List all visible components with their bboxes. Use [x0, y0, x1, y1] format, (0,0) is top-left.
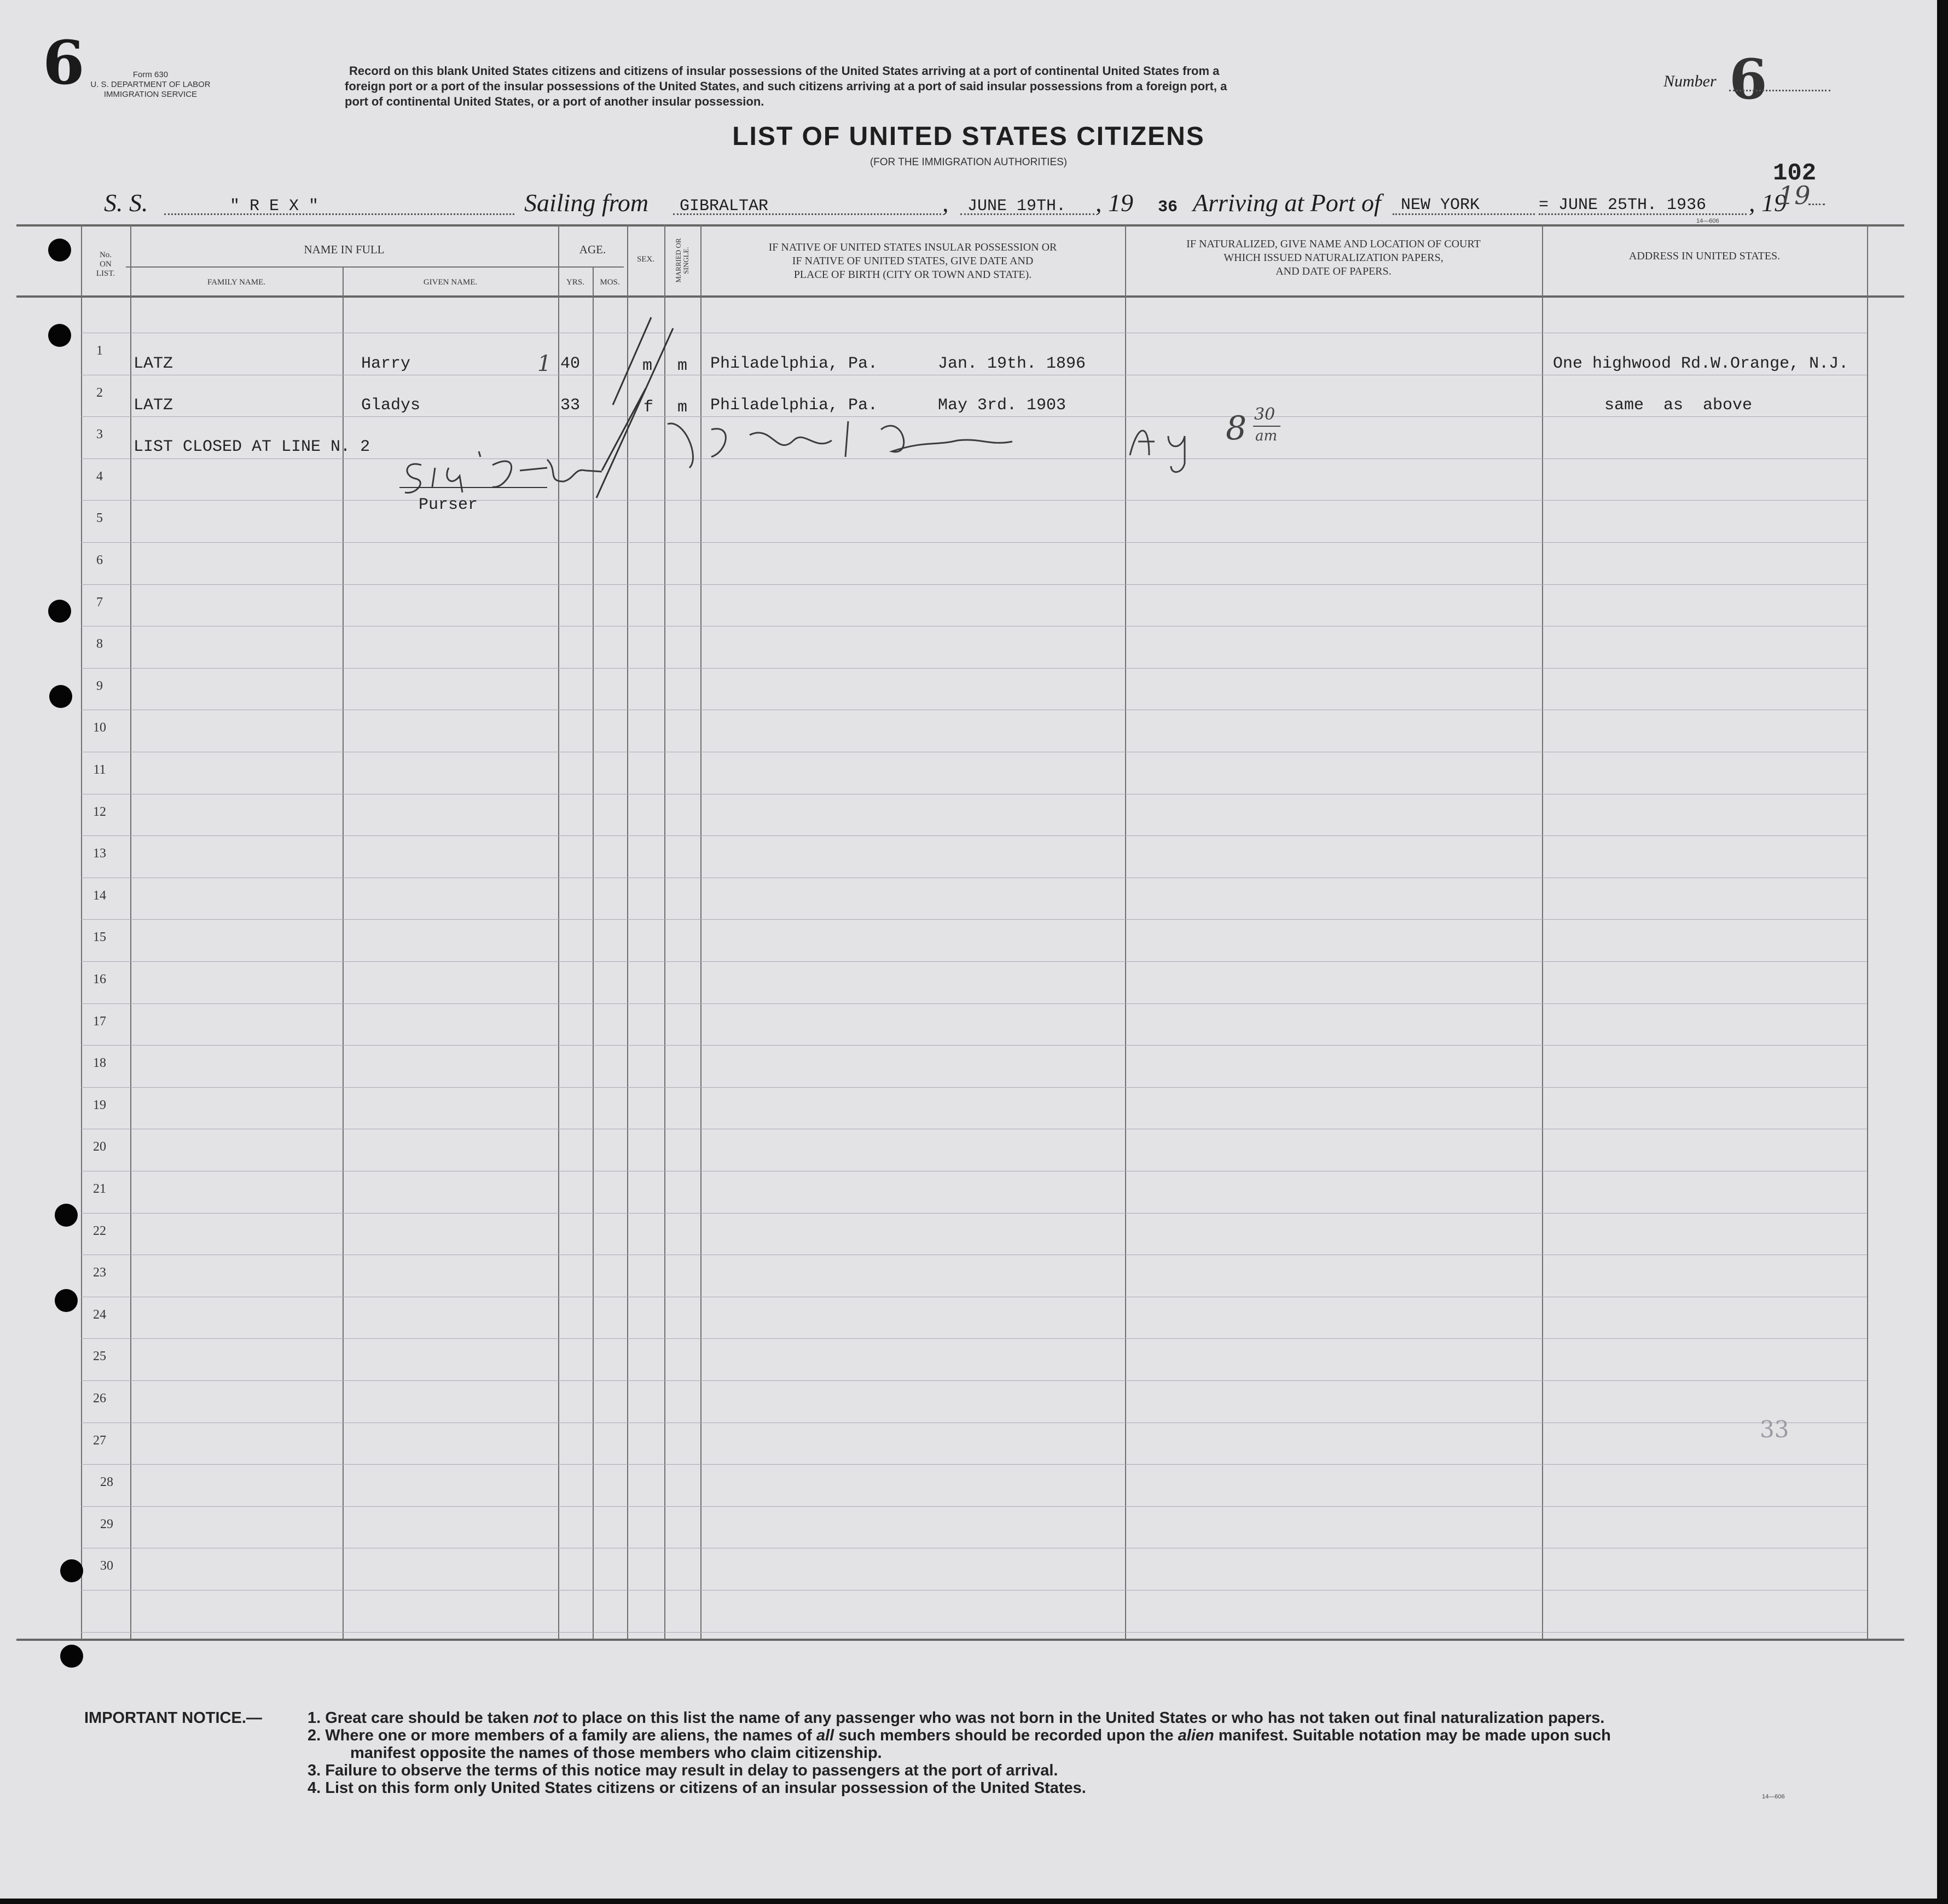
intro-line-1: Record on this blank United States citizens and citizens of insular possessions of the United States arriving at a port of continental United States from a	[349, 64, 1220, 78]
table-top-rule	[16, 224, 1904, 227]
corner-number: 6	[43, 27, 85, 98]
handwritten-date-mark	[1116, 411, 1204, 483]
row-number: 24	[93, 1307, 106, 1322]
header-bottom-rule	[16, 295, 1904, 298]
ruled-line	[81, 1506, 1867, 1507]
ruled-line	[81, 835, 1867, 836]
punch-hole	[55, 1204, 78, 1227]
row-1-yrs: 40	[560, 355, 581, 373]
row-number: 16	[93, 972, 106, 986]
row-number: 21	[93, 1182, 106, 1196]
row-2-address: same as above	[1604, 396, 1753, 415]
ruled-line	[81, 1213, 1867, 1214]
year-prefix: , 19	[1095, 189, 1133, 217]
inspector-signature	[651, 408, 1078, 479]
row-2-birthplace: Philadelphia, Pa.	[710, 396, 878, 415]
number-value: 6	[1729, 47, 1767, 112]
row-number: 19	[93, 1098, 106, 1112]
row-1-mark: 1	[537, 351, 552, 376]
ss-label: S. S.	[104, 189, 148, 217]
row-number: 2	[96, 385, 103, 400]
notice-item-2: 2. Where one or more members of a family are aliens, the names of all such members should be recorded upon the alien manifest. Suitable notation may be made upon such	[308, 1727, 1611, 1744]
punch-hole	[49, 685, 72, 708]
ruled-line	[81, 584, 1867, 585]
punch-hole	[48, 600, 71, 623]
page-title: LIST OF UNITED STATES CITIZENS	[732, 122, 1205, 151]
arrival-port: NEW YORK	[1401, 196, 1480, 214]
ruled-line	[81, 1338, 1867, 1339]
arriving-label: Arriving at Port of	[1193, 189, 1381, 217]
header-family-name: FAMILY NAME.	[207, 278, 265, 287]
row-number: 28	[100, 1475, 113, 1490]
comma-1: ,	[942, 189, 949, 217]
row-number: 9	[96, 678, 103, 693]
printer-mark: 14—606	[1696, 218, 1719, 224]
ruled-line	[81, 668, 1867, 669]
header-mos: MOS.	[600, 278, 620, 287]
header-no-on-list: No. ON LIST.	[96, 251, 115, 278]
list-closed-note: LIST CLOSED AT LINE N. 2	[134, 438, 370, 456]
notice-item-1: 1. Great care should be taken not to place on this list the name of any passenger who was not born in the United States or who has not taken out final naturalization papers.	[308, 1709, 1605, 1727]
row-2-family: LATZ	[134, 396, 173, 415]
ruled-line	[81, 1087, 1867, 1088]
header-sex: SEX.	[636, 255, 655, 264]
row-number: 3	[96, 427, 103, 442]
row-number: 5	[96, 511, 103, 526]
intro-text	[345, 63, 1587, 109]
ruled-line	[81, 500, 1867, 501]
ruled-line	[81, 1464, 1867, 1465]
notice-code: 14—606	[1762, 1793, 1785, 1800]
row-2-yrs: 33	[560, 396, 581, 415]
form-service: IMMIGRATION SERVICE	[103, 90, 198, 99]
sailing-date: JUNE 19TH.	[967, 197, 1066, 216]
table-bottom-rule	[16, 1639, 1904, 1641]
notice-item-4: 4. List on this form only United States citizens or citizens of an insular possession of the United States.	[308, 1779, 1086, 1797]
notice-item-3: 3. Failure to observe the terms of this notice may result in delay to passengers at the port of arrival.	[308, 1762, 1058, 1779]
row-number: 25	[93, 1349, 106, 1364]
form-department: U. S. DEPARTMENT OF LABOR	[90, 80, 211, 89]
header-married: MARRIED OR SINGLE.	[674, 238, 690, 283]
form-number: Form 630	[132, 70, 169, 79]
header-birth: IF NATIVE OF UNITED STATES INSULAR POSSESSION OR IF NATIVE OF UNITED STATES, GIVE DATE AND PLACE OF BIRTH (CITY OR TOWN AND STATE).	[768, 241, 1057, 281]
ruled-line	[81, 1045, 1867, 1046]
punch-hole	[55, 1289, 78, 1312]
row-number: 27	[93, 1433, 106, 1448]
row-number: 11	[93, 763, 106, 777]
handwritten-note	[1116, 432, 1118, 433]
handwritten-eight: 8	[1226, 409, 1247, 448]
header-age: AGE.	[579, 243, 606, 256]
handwritten-time-top: 30	[1254, 405, 1276, 424]
ship-name: " R E X "	[230, 197, 319, 216]
arrival-date: = JUNE 25TH. 1936	[1539, 196, 1707, 214]
page-ref-top: 102	[1773, 160, 1817, 187]
handwritten-time-bottom: am	[1255, 428, 1278, 444]
punch-hole	[48, 239, 71, 262]
ruled-line	[81, 961, 1867, 962]
row-number: 23	[93, 1266, 106, 1280]
purser-signature	[383, 438, 635, 498]
row-2-given: Gladys	[361, 396, 421, 415]
punch-hole	[60, 1559, 83, 1582]
ruled-line	[81, 1380, 1867, 1381]
row-number: 17	[93, 1014, 106, 1029]
row-number: 18	[93, 1056, 106, 1071]
intro-line-2: foreign port or a port of the insular possessions of the United States, and such citizens arriving at a port of said insular possessions from a foreign port, a	[345, 79, 1227, 93]
row-1-given: Harry	[361, 355, 411, 373]
row-number: 29	[100, 1517, 113, 1531]
intro-line-3: port of continental United States, or a port of another insular possession.	[345, 95, 764, 108]
row-number: 26	[93, 1391, 106, 1406]
row-2-sex: f	[643, 398, 654, 417]
row-number: 6	[96, 553, 103, 567]
row-1-sex: m	[642, 357, 653, 375]
ruled-line	[81, 542, 1867, 543]
year-suffix: 36	[1158, 198, 1178, 217]
row-number: 14	[93, 888, 106, 903]
row-number: 1	[96, 344, 103, 358]
punch-hole	[48, 324, 71, 347]
notice-heading: IMPORTANT NOTICE.—	[84, 1709, 262, 1727]
header-address: ADDRESS IN UNITED STATES.	[1628, 250, 1781, 262]
ruled-line	[81, 1003, 1867, 1004]
row-1-family: LATZ	[134, 355, 173, 373]
row-number: 15	[93, 930, 106, 945]
year-prefix-2: , 19	[1749, 189, 1787, 217]
row-1-birthdate: Jan. 19th. 1896	[938, 355, 1086, 373]
row-number: 8	[96, 637, 103, 652]
form-block	[82, 70, 219, 100]
ruled-line	[81, 919, 1867, 920]
row-number: 7	[96, 595, 103, 609]
ruled-line	[81, 1632, 1867, 1633]
notice-item-2-cont: manifest opposite the names of those members who claim citizenship.	[350, 1744, 882, 1762]
sailing-port: GIBRALTAR	[680, 197, 769, 216]
row-1-marital: m	[677, 357, 688, 375]
sailing-label: Sailing from	[524, 189, 649, 217]
row-1-birthplace: Philadelphia, Pa.	[710, 355, 878, 373]
page-subtitle: (FOR THE IMMIGRATION AUTHORITIES)	[869, 156, 1068, 168]
punch-hole	[60, 1645, 83, 1668]
stamp-number: 33	[1760, 1416, 1789, 1443]
header-naturalized: IF NATURALIZED, GIVE NAME AND LOCATION OF COURT WHICH ISSUED NATURALIZATION PAPERS, AND DATE OF PAPERS.	[1186, 238, 1481, 277]
row-number: 12	[93, 804, 106, 819]
page-ref-bottom: 19	[1778, 181, 1811, 210]
number-label: Number	[1663, 72, 1717, 90]
header-yrs: YRS.	[566, 278, 584, 287]
purser-label: Purser	[419, 496, 478, 514]
row-number: 4	[96, 469, 103, 484]
row-number: 22	[93, 1223, 106, 1238]
row-2-marital: m	[677, 398, 688, 417]
row-number: 20	[93, 1140, 106, 1154]
header-name-in-full: NAME IN FULL	[304, 243, 385, 256]
row-1-address: One highwood Rd.W.Orange, N.J.	[1553, 355, 1849, 373]
row-number: 30	[100, 1559, 113, 1574]
row-number: 10	[93, 721, 106, 735]
row-2-birthdate: May 3rd. 1903	[938, 396, 1066, 415]
row-number: 13	[93, 846, 106, 861]
header-given-name: GIVEN NAME.	[423, 278, 478, 287]
